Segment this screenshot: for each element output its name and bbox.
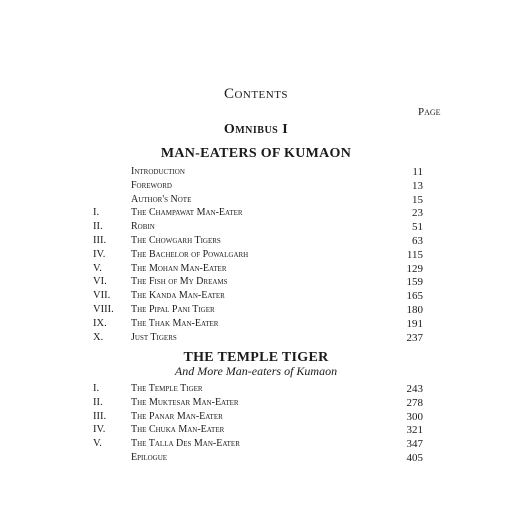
chapter-title: The Muktesar Man-Eater xyxy=(131,396,239,408)
chapter-title: The Pipal Pani Tiger xyxy=(131,303,215,315)
page-number: 237 xyxy=(406,331,423,344)
chapter-number: V. xyxy=(93,262,102,274)
toc-entry xyxy=(0,397,512,411)
toc-entry xyxy=(0,452,512,466)
chapter-title: The Kanda Man-Eater xyxy=(131,290,225,302)
toc-entry xyxy=(0,318,512,332)
toc-entry xyxy=(0,383,512,397)
page-column-label: Page xyxy=(418,106,441,118)
chapter-title: The Chowgarh Tigers xyxy=(131,234,221,246)
toc-entry xyxy=(0,332,512,346)
page-number: 180 xyxy=(406,303,423,316)
toc-entry xyxy=(0,235,512,249)
toc-entry xyxy=(0,304,512,318)
chapter-number: IX. xyxy=(93,317,107,329)
section-title-man-eaters-of-kumaon: MAN-EATERS OF KUMAON xyxy=(160,146,352,161)
page-number: 165 xyxy=(406,290,423,303)
toc-entry xyxy=(0,221,512,235)
chapter-number: VI. xyxy=(93,276,107,288)
chapter-title: The Panar Man-Eater xyxy=(131,410,223,422)
page-number: 13 xyxy=(412,179,423,192)
chapter-title: The Fish of My Dreams xyxy=(131,276,228,288)
chapter-number: I. xyxy=(93,383,100,394)
chapter-title: Robin xyxy=(131,221,155,233)
chapter-title: Introduction xyxy=(131,166,185,177)
page-number: 347 xyxy=(406,438,423,451)
page-number: 300 xyxy=(406,410,423,423)
page-number: 23 xyxy=(412,207,423,220)
chapter-number: II. xyxy=(93,221,103,233)
toc-entry xyxy=(0,438,512,452)
toc-entry xyxy=(0,166,512,180)
toc-entry xyxy=(0,207,512,221)
page-number: 115 xyxy=(406,248,423,261)
chapter-number: IV. xyxy=(93,248,106,260)
chapter-number: IV. xyxy=(93,424,106,436)
toc-list-section1 xyxy=(0,166,512,345)
chapter-title: The Champawat Man-Eater xyxy=(131,207,243,219)
toc-entry xyxy=(0,290,512,304)
toc-list-section2 xyxy=(0,383,512,466)
chapter-title: Epilogue xyxy=(131,451,168,463)
page-title: Contents xyxy=(223,86,289,102)
chapter-title: The Chuka Man-Eater xyxy=(131,424,225,436)
page-number: 15 xyxy=(412,193,423,206)
chapter-number: VII. xyxy=(93,290,111,302)
chapter-number: II. xyxy=(93,396,103,408)
toc-entry xyxy=(0,263,512,277)
chapter-title: The Thak Man-Eater xyxy=(131,317,219,329)
page-number: 191 xyxy=(406,317,423,330)
chapter-number: VIII. xyxy=(93,303,114,315)
page-number: 129 xyxy=(406,262,423,275)
page-number: 159 xyxy=(406,276,423,289)
chapter-title: Foreword xyxy=(131,179,172,191)
page-number: 11 xyxy=(412,166,423,178)
page-number: 405 xyxy=(406,451,423,464)
section-subtitle: And More Man-eaters of Kumaon xyxy=(174,364,338,378)
page-number: 278 xyxy=(406,396,423,409)
page-number: 63 xyxy=(412,234,423,247)
toc-entry xyxy=(0,180,512,194)
page-number: 243 xyxy=(406,383,423,395)
toc-entry xyxy=(0,249,512,263)
chapter-number: III. xyxy=(93,410,107,422)
toc-entry xyxy=(0,276,512,290)
chapter-title: The Mohan Man-Eater xyxy=(131,262,227,274)
chapter-number: III. xyxy=(93,234,107,246)
section-title-the-temple-tiger: THE TEMPLE TIGER xyxy=(183,350,329,365)
page-number: 321 xyxy=(406,424,423,437)
toc-entry xyxy=(0,194,512,208)
chapter-number: X. xyxy=(93,331,104,343)
omnibus-heading: Omnibus I xyxy=(223,122,289,137)
page-number: 51 xyxy=(412,221,423,234)
chapter-number: V. xyxy=(93,438,102,450)
chapter-title: Author's Note xyxy=(131,193,192,205)
toc-entry xyxy=(0,411,512,425)
chapter-title: The Temple Tiger xyxy=(131,383,203,394)
chapter-title: The Bachelor of Powalgarh xyxy=(131,248,249,260)
toc-entry xyxy=(0,424,512,438)
chapter-title: The Talla Des Man-Eater xyxy=(131,438,240,450)
chapter-number: I. xyxy=(93,207,100,219)
chapter-title: Just Tigers xyxy=(131,331,177,343)
